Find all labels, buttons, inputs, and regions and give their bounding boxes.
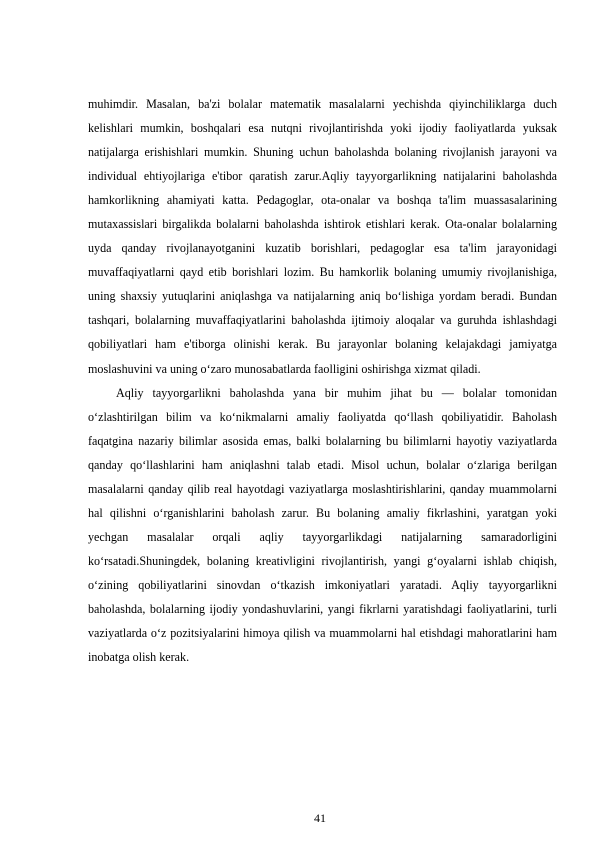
page-number: 41 [314, 811, 326, 825]
body-text [88, 92, 557, 669]
paragraph: muhimdir. Masalan, ba'zi bolalar matematik masalalarni yechishda qiyinchiliklarga duch kelishlari mumkin, boshqalari esa nutqni rivojlantirishda yoki ijodiy faoliyatlarda yuksak natijalarga erishishlari mumkin. Shuning uchun baholashda bolaning rivojlanish jarayoni va individual ehtiyojlariga e'tibor qaratish zarur.Aqliy tayyorgarlikning natijalarini baholashda hamkorlikning ahamiyati katta. Pedagoglar, ota-onalar va boshqa ta'lim muassasalarining mutaxassislari birgalikda bolalarni baholashda ishtirok etishlari kerak. Ota-onalar bolalarning uyda qanday rivojlanayotganini kuzatib borishlari, pedagoglar esa ta'lim jarayonidagi muvaffaqiyatlarni qayd etib borishlari lozim. Bu hamkorlik bolaning umumiy rivojlanishiga, uning shaxsiy yutuqlarini aniqlashga va natijalarning aniq bo‘lishiga yordam beradi. Bundan tashqari, bolalarning muvaffaqiyatlarini baholashda ijtimoiy aloqalar va guruhda ishlashdagi qobiliyatlari ham e'tiborga olinishi kerak. Bu jarayonlar bolaning kelajakdagi jamiyatga moslashuvini va uning o‘zaro munosabatlarda faolligini oshirishga xizmat qiladi. [88, 97, 557, 376]
paragraph: Aqliy tayyorgarlikni baholashda yana bir muhim jihat bu — bolalar tomonidan o‘zlashtirilgan bilim va ko‘nikmalarni amaliy faoliyatda qo‘llash qobiliyatidir. Baholash faqatgina nazariy bilimlar asosida emas, balki bolalarning bu bilimlarni hayotiy vaziyatlarda qanday qo‘llashlarini ham aniqlashni talab etadi. Misol uchun, bolalar o‘zlariga berilgan masalalarni qanday qilib real hayotdagi vaziyatlarga moslashtirishlarini, qanday muammolarni hal qilishni o‘rganishlarini baholash zarur. Bu bolaning amaliy fikrlashini, yaratgan yoki yechgan masalalar orqali aqliy tayyorgarlikdagi natijalarning samaradorligini ko‘rsatadi.Shuningdek, bolaning kreativligini rivojlantirish, yangi g‘oyalarni ishlab chiqish, o‘zining qobiliyatlarini sinovdan o‘tkazish imkoniyatlari yaratadi. Aqliy tayyorgarlikni baholashda, bolalarning ijodiy yondashuvlarini, yangi fikrlarni yaratishdagi faoliyatlarini, turli vaziyatlarda o‘z pozitsiyalarini himoya qilish va muammolarni hal etishdagi mahoratlarini ham inobatga olish kerak. [88, 385, 557, 665]
